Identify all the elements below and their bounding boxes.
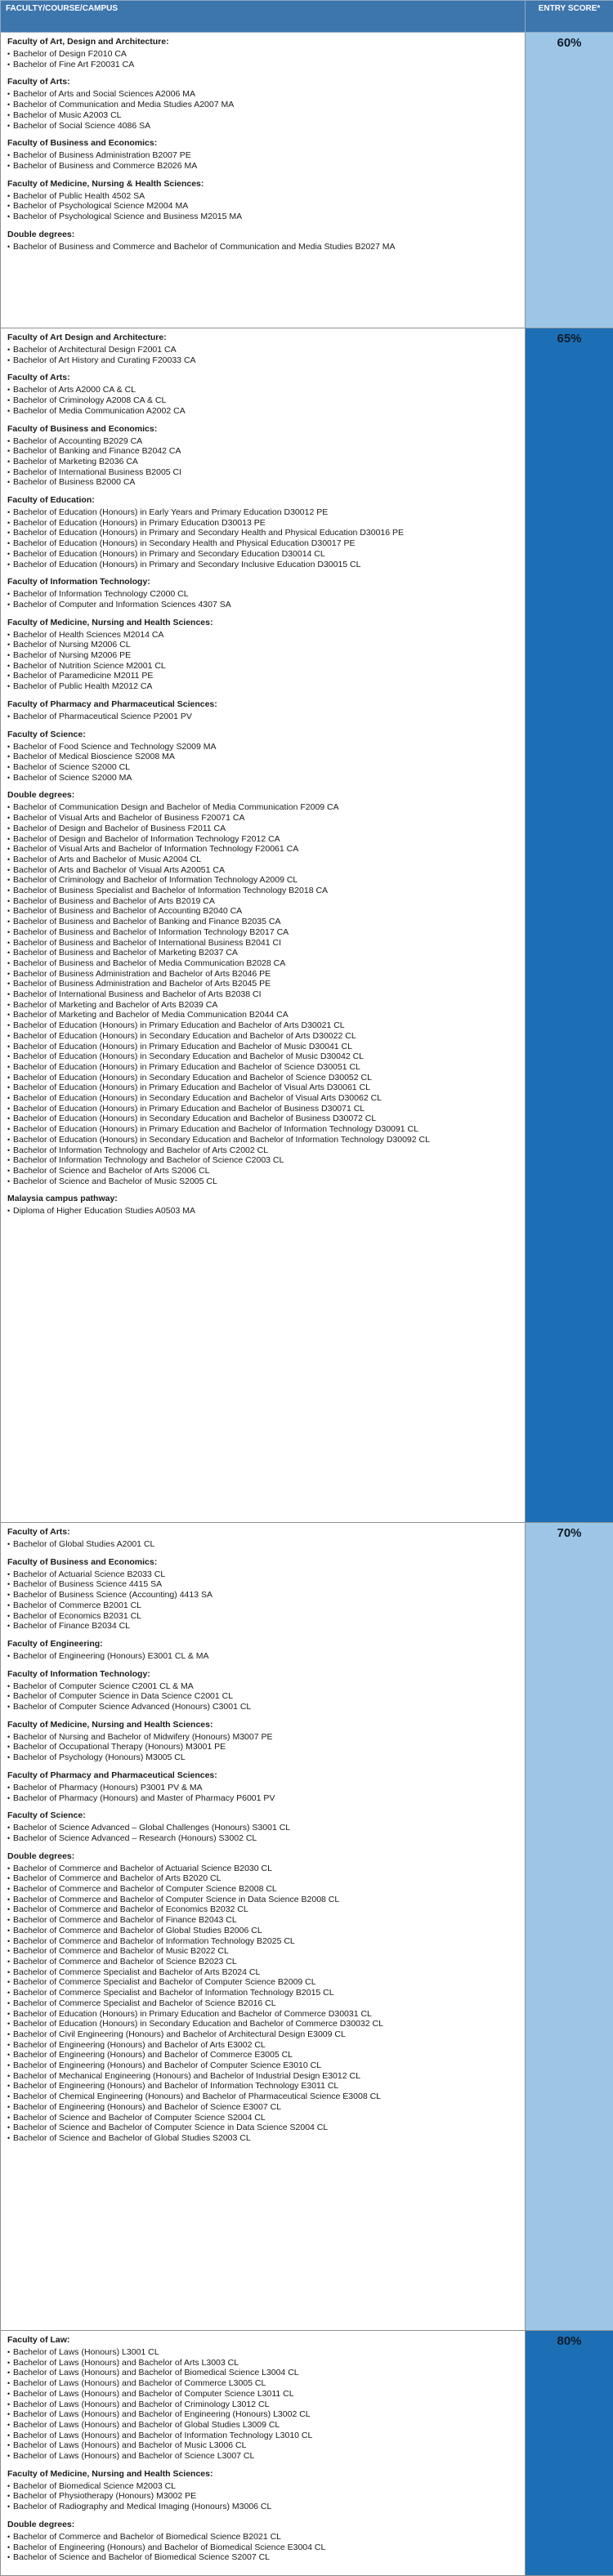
faculty-group-title: Double degrees: bbox=[7, 2520, 518, 2530]
course-item: • Bachelor of Laws (Honours) and Bachelor of Arts L3003 CL bbox=[7, 2358, 518, 2368]
faculty-group bbox=[7, 1557, 518, 1632]
course-list bbox=[7, 242, 518, 252]
course-item: • Bachelor of Education (Honours) in Primary Education and Bachelor of Science D30051 CL bbox=[7, 1062, 518, 1073]
faculty-group-title: Double degrees: bbox=[7, 1851, 518, 1862]
course-item: • Bachelor of Health Sciences M2014 CA bbox=[7, 630, 518, 641]
faculty-group bbox=[7, 1851, 518, 2144]
course-item: • Bachelor of Pharmacy (Honours) P3001 PV & MA bbox=[7, 1783, 518, 1793]
course-item: • Bachelor of Commerce Specialist and Bachelor of Information Technology B2015 CL bbox=[7, 1988, 518, 1998]
course-item: • Bachelor of Education (Honours) in Secondary Education and Bachelor of Music D30042 CL bbox=[7, 1051, 518, 1062]
course-item: • Bachelor of Business B2000 CA bbox=[7, 477, 518, 488]
course-item: • Bachelor of Laws (Honours) and Bachelor of Information Technology L3010 CL bbox=[7, 2431, 518, 2441]
course-item: • Bachelor of Education (Honours) in Secondary Education and Bachelor of Business D30072 CL bbox=[7, 1114, 518, 1124]
faculty-group-title: Faculty of Business and Economics: bbox=[7, 424, 518, 435]
faculty-group bbox=[7, 699, 518, 722]
header-row bbox=[1, 1, 613, 33]
course-item: • Bachelor of Commerce and Bachelor of Computer Science B2008 CL bbox=[7, 1884, 518, 1895]
score-band-row bbox=[1, 1523, 613, 2331]
course-item: • Diploma of Higher Education Studies A0503 MA bbox=[7, 1206, 518, 1217]
course-item: • Bachelor of Business Science (Accounting) 4413 SA bbox=[7, 1590, 518, 1601]
entry-score-value: 80% bbox=[526, 2331, 613, 2576]
course-list bbox=[7, 589, 518, 609]
course-item: • Bachelor of Laws (Honours) and Bachelor of Science L3007 CL bbox=[7, 2451, 518, 2462]
faculty-group bbox=[7, 2469, 518, 2512]
course-item: • Bachelor of Commerce B2001 CL bbox=[7, 1601, 518, 1611]
course-item: • Bachelor of Nursing M2006 PE bbox=[7, 650, 518, 661]
course-item: • Bachelor of Commerce Specialist and Bachelor of Arts B2024 CL bbox=[7, 1967, 518, 1978]
entry-score-value: 60% bbox=[526, 33, 613, 328]
course-item: • Bachelor of Business Administration and Bachelor of Arts B2045 PE bbox=[7, 979, 518, 989]
course-item: • Bachelor of Commerce Specialist and Bachelor of Science B2016 CL bbox=[7, 1998, 518, 2009]
faculty-group-title: Faculty of Information Technology: bbox=[7, 577, 518, 587]
course-item: • Bachelor of Education (Honours) in Secondary Education and Bachelor of Arts D30022 CL bbox=[7, 1031, 518, 1042]
course-item: • Bachelor of Nutrition Science M2001 CL bbox=[7, 661, 518, 672]
course-item: • Bachelor of Education (Honours) in Secondary Health and Physical Education D30017 PE bbox=[7, 538, 518, 549]
course-item: • Bachelor of Education (Honours) in Secondary Education and Bachelor of Information Technology D30092 CL bbox=[7, 1135, 518, 1145]
course-item: • Bachelor of Communication and Media Studies A2007 MA bbox=[7, 100, 518, 110]
course-list bbox=[7, 1681, 518, 1712]
course-item: • Bachelor of Criminology A2008 CA & CL bbox=[7, 395, 518, 406]
course-list bbox=[7, 1651, 518, 1662]
course-list bbox=[7, 630, 518, 692]
faculty-group bbox=[7, 1527, 518, 1550]
course-list bbox=[7, 1732, 518, 1763]
faculty-group-title: Faculty of Medicine, Nursing & Health Sciences: bbox=[7, 179, 518, 190]
course-item: • Bachelor of Visual Arts and Bachelor of Business F20071 CA bbox=[7, 813, 518, 824]
course-item: • Bachelor of Business and Bachelor of Marketing B2037 CA bbox=[7, 948, 518, 958]
course-item: • Bachelor of Laws (Honours) and Bachelor of Criminology L3012 CL bbox=[7, 2400, 518, 2410]
course-item: • Bachelor of Paramedicine M2011 PE bbox=[7, 671, 518, 681]
course-item: • Bachelor of Computer Science C2001 CL & MA bbox=[7, 1681, 518, 1692]
course-item: • Bachelor of Design and Bachelor of Business F2011 CA bbox=[7, 824, 518, 834]
course-list bbox=[7, 2481, 518, 2512]
course-item: • Bachelor of Information Technology and Bachelor of Science C2003 CL bbox=[7, 1155, 518, 1166]
course-item: • Bachelor of Architectural Design F2001 CA bbox=[7, 345, 518, 355]
course-list bbox=[7, 1206, 518, 1217]
course-item: • Bachelor of Science Advanced – Research (Honours) S3002 CL bbox=[7, 1833, 518, 1844]
faculty-group-title: Faculty of Medicine, Nursing and Health Sciences: bbox=[7, 1720, 518, 1730]
course-item: • Bachelor of Radiography and Medical Imaging (Honours) M3006 CL bbox=[7, 2502, 518, 2512]
faculty-group bbox=[7, 495, 518, 569]
course-item: • Bachelor of Business and Bachelor of Information Technology B2017 CA bbox=[7, 927, 518, 938]
course-item: • Bachelor of Information Technology and Bachelor of Arts C2002 CL bbox=[7, 1145, 518, 1156]
faculty-group-title: Faculty of Art Design and Architecture: bbox=[7, 333, 518, 343]
course-item: • Bachelor of Education (Honours) in Early Years and Primary Education D30012 PE bbox=[7, 507, 518, 518]
course-item: • Bachelor of Arts and Social Sciences A2006 MA bbox=[7, 89, 518, 100]
faculty-group-title: Malaysia campus pathway: bbox=[7, 1194, 518, 1204]
course-item: • Bachelor of Arts A2000 CA & CL bbox=[7, 385, 518, 395]
course-item: • Bachelor of Design F2010 CA bbox=[7, 49, 518, 60]
faculty-group bbox=[7, 1194, 518, 1217]
course-item: • Bachelor of Marketing and Bachelor of Media Communication B2044 CA bbox=[7, 1010, 518, 1020]
entry-score-value: 70% bbox=[526, 1523, 613, 2331]
faculty-group bbox=[7, 2520, 518, 2563]
course-item: • Bachelor of Science S2000 MA bbox=[7, 773, 518, 784]
course-item: • Bachelor of Education (Honours) in Primary Education and Bachelor of Arts D30021 CL bbox=[7, 1020, 518, 1031]
score-band-row bbox=[1, 33, 613, 328]
course-item: • Bachelor of Chemical Engineering (Honours) and Bachelor of Pharmaceutical Science E3008 CL bbox=[7, 2092, 518, 2102]
faculty-group bbox=[7, 1639, 518, 1662]
course-item: • Bachelor of Education (Honours) in Primary and Secondary Health and Physical Education D30016 PE bbox=[7, 528, 518, 538]
course-list-cell bbox=[1, 328, 526, 1523]
course-list bbox=[7, 507, 518, 569]
course-list bbox=[7, 191, 518, 222]
course-item: • Bachelor of Marketing and Bachelor of Arts B2039 CA bbox=[7, 1000, 518, 1011]
course-list bbox=[7, 89, 518, 131]
course-item: • Bachelor of Computer Science Advanced (Honours) C3001 CL bbox=[7, 1702, 518, 1712]
course-item: • Bachelor of Business Administration and Bachelor of Arts B2046 PE bbox=[7, 969, 518, 980]
course-item: • Bachelor of Education (Honours) in Secondary Education and Bachelor of Commerce D30032 CL bbox=[7, 2019, 518, 2029]
course-item: • Bachelor of Civil Engineering (Honours) and Bachelor of Architectural Design E3009 CL bbox=[7, 2029, 518, 2040]
course-item: • Bachelor of Criminology and Bachelor of Information Technology A2009 CL bbox=[7, 875, 518, 886]
course-item: • Bachelor of Science and Bachelor of Arts S2006 CL bbox=[7, 1166, 518, 1176]
course-item: • Bachelor of Social Science 4086 SA bbox=[7, 121, 518, 132]
faculty-group bbox=[7, 2335, 518, 2462]
course-item: • Bachelor of International Business and Bachelor of Arts B2038 CI bbox=[7, 989, 518, 1000]
course-item: • Bachelor of Public Health 4502 SA bbox=[7, 191, 518, 202]
faculty-group bbox=[7, 37, 518, 69]
course-list bbox=[7, 742, 518, 784]
faculty-group bbox=[7, 790, 518, 1186]
faculty-group-title: Faculty of Pharmacy and Pharmaceutical Sciences: bbox=[7, 699, 518, 710]
course-item: • Bachelor of Commerce and Bachelor of Actuarial Science B2030 CL bbox=[7, 1864, 518, 1874]
course-item: • Bachelor of Business and Bachelor of International Business B2041 CI bbox=[7, 938, 518, 949]
score-band-row bbox=[1, 2331, 613, 2576]
course-list bbox=[7, 1783, 518, 1803]
course-item: • Bachelor of Commerce and Bachelor of Biomedical Science B2021 CL bbox=[7, 2532, 518, 2543]
course-item: • Bachelor of Actuarial Science B2033 CL bbox=[7, 1569, 518, 1580]
faculty-group bbox=[7, 1810, 518, 1843]
course-item: • Bachelor of Engineering (Honours) E3001 CL & MA bbox=[7, 1651, 518, 1662]
course-item: • Bachelor of Engineering (Honours) and Bachelor of Commerce E3005 CL bbox=[7, 2050, 518, 2060]
course-item: • Bachelor of Laws (Honours) and Bachelor of Computer Science L3011 CL bbox=[7, 2389, 518, 2400]
course-item: • Bachelor of Engineering (Honours) and Bachelor of Arts E3002 CL bbox=[7, 2040, 518, 2051]
course-item: • Bachelor of Education (Honours) in Primary Education and Bachelor of Business D30071 CL bbox=[7, 1104, 518, 1114]
course-item: • Bachelor of Science S2000 CL bbox=[7, 762, 518, 773]
entry-score-value: 65% bbox=[526, 328, 613, 1523]
course-item: • Bachelor of Business and Bachelor of Arts B2019 CA bbox=[7, 896, 518, 907]
course-item: • Bachelor of Engineering (Honours) and Bachelor of Science E3007 CL bbox=[7, 2102, 518, 2113]
course-item: • Bachelor of Education (Honours) in Primary Education and Bachelor of Information Technology D30091 CL bbox=[7, 1124, 518, 1135]
course-item: • Bachelor of Commerce and Bachelor of Music B2022 CL bbox=[7, 1946, 518, 1957]
course-item: • Bachelor of Occupational Therapy (Honours) M3001 PE bbox=[7, 1742, 518, 1752]
course-item: • Bachelor of Information Technology C2000 CL bbox=[7, 589, 518, 600]
faculty-group-title: Faculty of Science: bbox=[7, 730, 518, 740]
course-item: • Bachelor of Business and Bachelor of Accounting B2040 CA bbox=[7, 906, 518, 917]
course-item: • Bachelor of Science and Bachelor of Global Studies S2003 CL bbox=[7, 2133, 518, 2144]
course-list bbox=[7, 345, 518, 365]
course-item: • Bachelor of Education (Honours) in Primary Education D30013 PE bbox=[7, 518, 518, 529]
course-item: • Bachelor of Communication Design and Bachelor of Media Communication F2009 CA bbox=[7, 802, 518, 813]
course-item: • Bachelor of Economics B2031 CL bbox=[7, 1611, 518, 1622]
course-list bbox=[7, 1823, 518, 1843]
course-list bbox=[7, 1864, 518, 2144]
course-item: • Bachelor of Education (Honours) in Primary Education and Bachelor of Commerce D30031 CL bbox=[7, 2009, 518, 2020]
course-item: • Bachelor of Nursing M2006 CL bbox=[7, 640, 518, 650]
course-item: • Bachelor of Business Specialist and Bachelor of Information Technology B2018 CA bbox=[7, 886, 518, 896]
course-list bbox=[7, 2532, 518, 2563]
course-item: • Bachelor of Education (Honours) in Primary and Secondary Education D30014 CL bbox=[7, 549, 518, 560]
faculty-group-title: Double degrees: bbox=[7, 790, 518, 801]
faculty-group-title: Faculty of Science: bbox=[7, 1810, 518, 1821]
course-item: • Bachelor of Commerce and Bachelor of Arts B2020 CL bbox=[7, 1873, 518, 1884]
faculty-group-title: Faculty of Medicine, Nursing and Health Sciences: bbox=[7, 618, 518, 628]
course-item: • Bachelor of Education (Honours) in Secondary Education and Bachelor of Science D30052 CL bbox=[7, 1073, 518, 1083]
faculty-group bbox=[7, 179, 518, 222]
course-list bbox=[7, 802, 518, 1186]
course-item: • Bachelor of Business and Commerce and Bachelor of Communication and Media Studies B2027 MA bbox=[7, 242, 518, 252]
score-band-row bbox=[1, 328, 613, 1523]
faculty-group-title: Faculty of Art, Design and Architecture: bbox=[7, 37, 518, 47]
course-item: • Bachelor of Fine Art F20031 CA bbox=[7, 60, 518, 70]
course-list-cell bbox=[1, 33, 526, 328]
course-item: • Bachelor of Music A2003 CL bbox=[7, 110, 518, 121]
course-item: • Bachelor of Laws (Honours) and Bachelor of Global Studies L3009 CL bbox=[7, 2420, 518, 2431]
faculty-group-title: Faculty of Arts: bbox=[7, 373, 518, 383]
course-item: • Bachelor of Marketing B2036 CA bbox=[7, 457, 518, 467]
faculty-group bbox=[7, 77, 518, 131]
course-item: • Bachelor of Commerce and Bachelor of Computer Science in Data Science B2008 CL bbox=[7, 1895, 518, 1905]
course-item: • Bachelor of Laws (Honours) L3001 CL bbox=[7, 2347, 518, 2358]
course-list bbox=[7, 712, 518, 722]
course-item: • Bachelor of Food Science and Technology S2009 MA bbox=[7, 742, 518, 752]
course-item: • Bachelor of Science Advanced – Global Challenges (Honours) S3001 CL bbox=[7, 1823, 518, 1833]
course-item: • Bachelor of Arts and Bachelor of Visual Arts A20051 CA bbox=[7, 865, 518, 876]
faculty-group-title: Faculty of Business and Economics: bbox=[7, 138, 518, 149]
course-list-cell bbox=[1, 1523, 526, 2331]
faculty-group bbox=[7, 618, 518, 692]
course-item: • Bachelor of Mechanical Engineering (Honours) and Bachelor of Industrial Design E3012 CL bbox=[7, 2071, 518, 2082]
course-item: • Bachelor of Finance B2034 CL bbox=[7, 1621, 518, 1632]
course-item: • Bachelor of Commerce and Bachelor of Global Studies B2006 CL bbox=[7, 1926, 518, 1936]
course-list bbox=[7, 385, 518, 416]
course-item: • Bachelor of Laws (Honours) and Bachelor of Biomedical Science L3004 CL bbox=[7, 2368, 518, 2378]
faculty-group-title: Faculty of Arts: bbox=[7, 1527, 518, 1538]
course-item: • Bachelor of Media Communication A2002 CA bbox=[7, 406, 518, 417]
course-item: • Bachelor of Design and Bachelor of Information Technology F2012 CA bbox=[7, 834, 518, 845]
course-item: • Bachelor of Education (Honours) in Secondary Education and Bachelor of Visual Arts D30062 CL bbox=[7, 1093, 518, 1104]
faculty-group bbox=[7, 1720, 518, 1763]
course-list-cell bbox=[1, 2331, 526, 2576]
course-item: • Bachelor of Commerce and Bachelor of Science B2023 CL bbox=[7, 1957, 518, 1967]
course-item: • Bachelor of Psychology (Honours) M3005 CL bbox=[7, 1752, 518, 1763]
course-item: • Bachelor of Business and Bachelor of Banking and Finance B2035 CA bbox=[7, 917, 518, 927]
faculty-group bbox=[7, 333, 518, 365]
faculty-course-campus-header: FACULTY/COURSE/CAMPUS bbox=[1, 1, 526, 33]
faculty-group bbox=[7, 373, 518, 416]
faculty-group bbox=[7, 1669, 518, 1712]
course-item: • Bachelor of Public Health M2012 CA bbox=[7, 681, 518, 692]
course-item: • Bachelor of Education (Honours) in Primary and Secondary Inclusive Education D30015 CL bbox=[7, 560, 518, 570]
course-item: • Bachelor of Science and Bachelor of Computer Science S2004 CL bbox=[7, 2113, 518, 2123]
course-item: • Bachelor of Engineering (Honours) and Bachelor of Information Technology E3011 CL bbox=[7, 2081, 518, 2092]
faculty-group-title: Faculty of Arts: bbox=[7, 77, 518, 87]
course-item: • Bachelor of Commerce Specialist and Bachelor of Computer Science B2009 CL bbox=[7, 1977, 518, 1988]
course-item: • Bachelor of Computer Science in Data Science C2001 CL bbox=[7, 1691, 518, 1702]
faculty-group-title: Faculty of Engineering: bbox=[7, 1639, 518, 1650]
faculty-group-title: Faculty of Law: bbox=[7, 2335, 518, 2346]
course-item: • Bachelor of Accounting B2029 CA bbox=[7, 436, 518, 447]
course-item: • Bachelor of Education (Honours) in Primary Education and Bachelor of Visual Arts D30061 CL bbox=[7, 1083, 518, 1093]
course-item: • Bachelor of Computer and Information Sciences 4307 SA bbox=[7, 600, 518, 610]
course-item: • Bachelor of Psychological Science M2004 MA bbox=[7, 201, 518, 212]
faculty-group-title: Double degrees: bbox=[7, 230, 518, 240]
course-list bbox=[7, 49, 518, 69]
course-item: • Bachelor of Laws (Honours) and Bachelor of Commerce L3005 CL bbox=[7, 2378, 518, 2389]
course-item: • Bachelor of Pharmacy (Honours) and Master of Pharmacy P6001 PV bbox=[7, 1793, 518, 1804]
faculty-group bbox=[7, 138, 518, 171]
course-item: • Bachelor of Global Studies A2001 CL bbox=[7, 1539, 518, 1550]
course-item: • Bachelor of Visual Arts and Bachelor of Information Technology F20061 CA bbox=[7, 844, 518, 855]
faculty-group bbox=[7, 577, 518, 609]
faculty-group-title: Faculty of Medicine, Nursing and Health Sciences: bbox=[7, 2469, 518, 2480]
course-list bbox=[7, 436, 518, 489]
faculty-group-title: Faculty of Education: bbox=[7, 495, 518, 506]
faculty-group bbox=[7, 730, 518, 784]
course-item: • Bachelor of Psychological Science and Business M2015 MA bbox=[7, 212, 518, 222]
course-list bbox=[7, 2347, 518, 2462]
course-list bbox=[7, 1539, 518, 1550]
course-list bbox=[7, 150, 518, 171]
course-item: • Bachelor of Arts and Bachelor of Music A2004 CL bbox=[7, 855, 518, 865]
course-item: • Bachelor of International Business B2005 CI bbox=[7, 467, 518, 478]
course-item: • Bachelor of Physiotherapy (Honours) M3002 PE bbox=[7, 2491, 518, 2502]
course-item: • Bachelor of Medical Bioscience S2008 MA bbox=[7, 752, 518, 762]
course-item: • Bachelor of Engineering (Honours) and Bachelor of Computer Science E3010 CL bbox=[7, 2060, 518, 2071]
course-item: • Bachelor of Science and Bachelor of Computer Science in Data Science S2004 CL bbox=[7, 2123, 518, 2133]
course-item: • Bachelor of Laws (Honours) and Bachelor of Music L3006 CL bbox=[7, 2440, 518, 2451]
course-item: • Bachelor of Business Science 4415 SA bbox=[7, 1579, 518, 1590]
faculty-group bbox=[7, 424, 518, 489]
faculty-group-title: Faculty of Pharmacy and Pharmaceutical Sciences: bbox=[7, 1770, 518, 1781]
course-item: • Bachelor of Engineering (Honours) and Bachelor of Biomedical Science E3004 CL bbox=[7, 2543, 518, 2553]
entry-score-header: ENTRY SCORE* bbox=[526, 1, 613, 33]
faculty-group-title: Faculty of Business and Economics: bbox=[7, 1557, 518, 1568]
course-item: • Bachelor of Business and Bachelor of Media Communication B2028 CA bbox=[7, 958, 518, 969]
course-item: • Bachelor of Nursing and Bachelor of Midwifery (Honours) M3007 PE bbox=[7, 1732, 518, 1743]
course-item: • Bachelor of Science and Bachelor of Biomedical Science S2007 CL bbox=[7, 2552, 518, 2563]
course-item: • Bachelor of Commerce and Bachelor of Information Technology B2025 CL bbox=[7, 1936, 518, 1947]
course-item: • Bachelor of Pharmaceutical Science P2001 PV bbox=[7, 712, 518, 722]
course-item: • Bachelor of Banking and Finance B2042 CA bbox=[7, 446, 518, 457]
course-item: • Bachelor of Commerce and Bachelor of Economics B2032 CL bbox=[7, 1904, 518, 1915]
course-item: • Bachelor of Business Administration B2007 PE bbox=[7, 150, 518, 161]
faculty-group bbox=[7, 230, 518, 252]
course-item: • Bachelor of Biomedical Science M2003 CL bbox=[7, 2481, 518, 2492]
course-item: • Bachelor of Business and Commerce B2026 MA bbox=[7, 161, 518, 172]
course-item: • Bachelor of Science and Bachelor of Music S2005 CL bbox=[7, 1176, 518, 1187]
faculty-group bbox=[7, 1770, 518, 1803]
course-item: • Bachelor of Laws (Honours) and Bachelor of Engineering (Honours) L3002 CL bbox=[7, 2409, 518, 2420]
course-item: • Bachelor of Art History and Curating F20033 CA bbox=[7, 355, 518, 366]
course-item: • Bachelor of Commerce and Bachelor of Finance B2043 CL bbox=[7, 1915, 518, 1926]
course-list bbox=[7, 1569, 518, 1632]
faculty-group-title: Faculty of Information Technology: bbox=[7, 1669, 518, 1680]
table-body bbox=[1, 33, 613, 2576]
course-item: • Bachelor of Education (Honours) in Primary Education and Bachelor of Music D30041 CL bbox=[7, 1042, 518, 1052]
